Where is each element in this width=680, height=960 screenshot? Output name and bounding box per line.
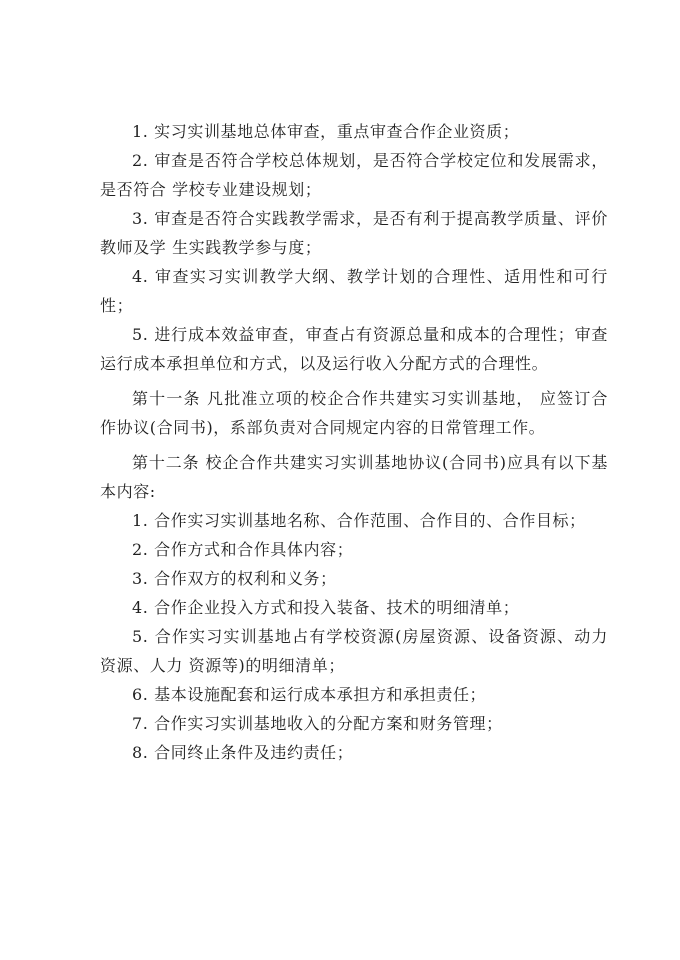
review-item-2: 2. 审查是否符合学校总体规划，是否符合学校定位和发展需求，是否符合 学校专业建设规划； bbox=[100, 151, 608, 199]
contract-item-2: 2. 合作方式和合作具体内容； bbox=[132, 540, 354, 559]
contract-item-3: 3. 合作双方的权利和义务； bbox=[132, 569, 337, 588]
contract-item-1: 1. 合作实习实训基地名称、合作范围、合作目的、合作目标； bbox=[132, 511, 586, 530]
contract-item-5: 5. 合作实习实训基地占有学校资源(房屋资源、设备资源、动力资源、人力 资源等)的明细清单； bbox=[100, 627, 608, 675]
contract-item-8: 8. 合同终止条件及违约责任； bbox=[132, 743, 354, 762]
contract-item-4: 4. 合作企业投入方式和投入装备、技术的明细清单； bbox=[132, 598, 520, 617]
review-item-4: 4. 审查实习实训教学大纲、教学计划的合理性、适用性和可行性； bbox=[100, 267, 608, 315]
contract-item-6: 6. 基本设施配套和运行成本承担方和承担责任； bbox=[132, 685, 487, 704]
contract-item-7: 7. 合作实习实训基地收入的分配方案和财务管理； bbox=[132, 714, 503, 733]
article-11: 第十一条 凡批准立项的校企合作共建实习实训基地， 应签订合作协议(合同书)，系部负责对合同规定内容的日常管理工作。 bbox=[100, 389, 608, 437]
review-item-1: 1. 实习实训基地总体审查，重点审查合作企业资质； bbox=[132, 122, 520, 141]
review-item-3: 3. 审查是否符合实践教学需求，是否有利于提高教学质量、评价教师及学 生实践教学参与度； bbox=[100, 209, 608, 257]
article-12-intro: 第十二条 校企合作共建实习实训基地协议(合同书)应具有以下基本内容: bbox=[100, 453, 608, 501]
document-body bbox=[100, 117, 608, 767]
review-item-5: 5. 进行成本效益审查，审查占有资源总量和成本的合理性；审查运行成本承担单位和方式，以及运行收入分配方式的合理性。 bbox=[100, 325, 608, 373]
